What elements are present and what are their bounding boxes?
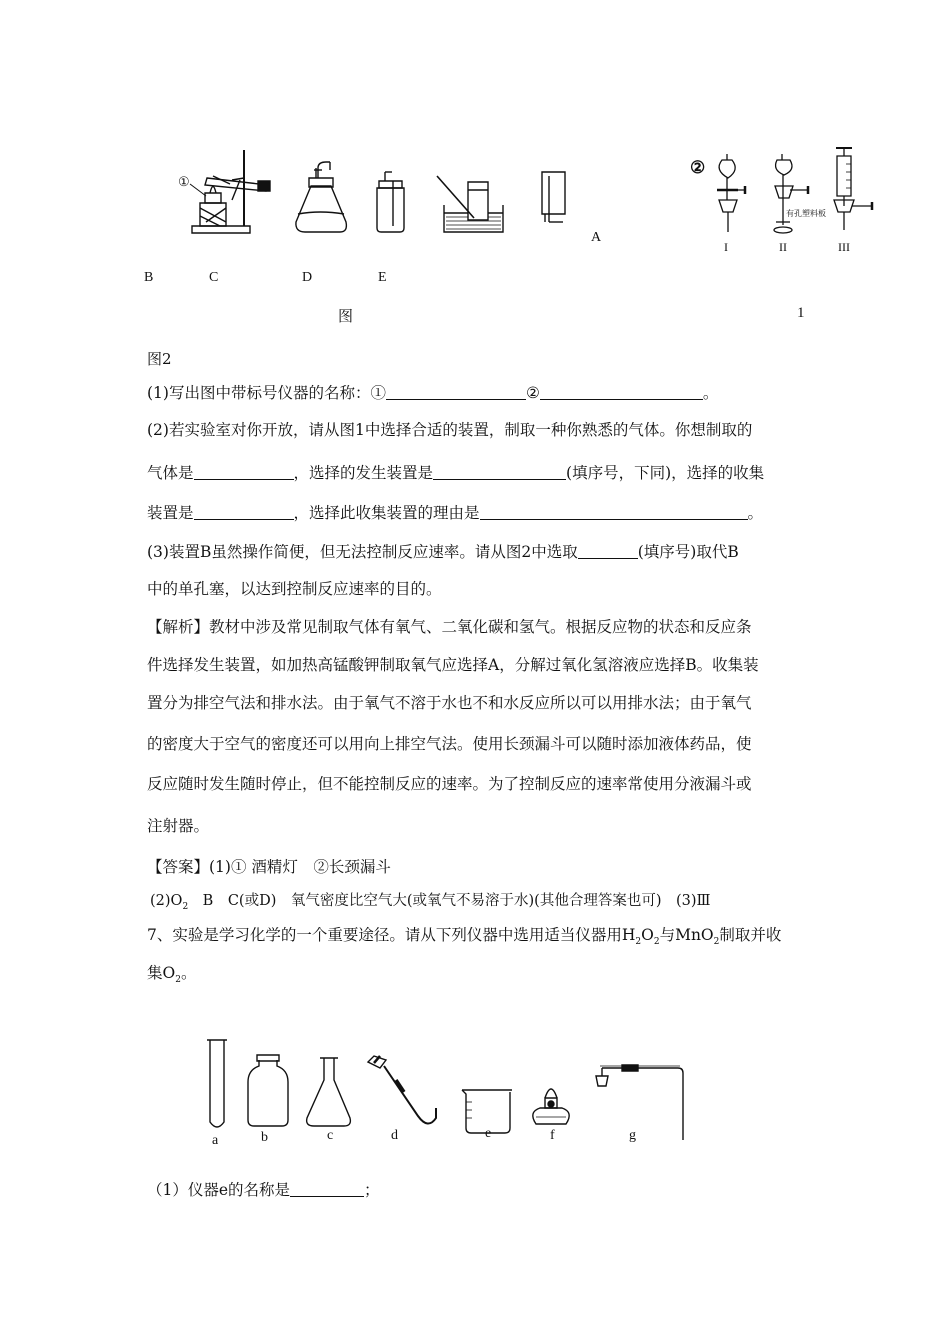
analysis-line-4: 的密度大于空气的密度还可以用向上排空气法。使用长颈漏斗可以随时添加液体药品，使 xyxy=(147,735,752,753)
label-a: A xyxy=(591,230,602,245)
q7-sub1-end: ； xyxy=(364,1181,380,1199)
q7-line-2 xyxy=(147,963,827,990)
instrument-label-a: a xyxy=(212,1133,219,1148)
q2-text-e: ，选择此收集装置的理由是 xyxy=(293,504,480,522)
flask-c xyxy=(307,1058,351,1126)
q1-blank-2[interactable] xyxy=(540,384,703,400)
test-tube-a xyxy=(210,1040,224,1127)
q7-text-d: 制取并收 xyxy=(719,926,782,944)
marker-2: ② xyxy=(690,158,706,178)
analysis-line-2: 件选择发生装置，如加热高锰酸钾制取氧气应选择A，分解过氧化氢溶液应选择B。收集装 xyxy=(147,656,759,674)
caption-1: 1 xyxy=(797,305,805,321)
question-3-line-1 xyxy=(147,542,827,562)
bent-tube-g xyxy=(596,1065,683,1140)
answer-o2: (2)O xyxy=(150,893,183,909)
instrument-label-b: b xyxy=(261,1130,268,1145)
label-c: C xyxy=(209,270,219,285)
q3-text-b: (填序号)取代B xyxy=(637,543,739,561)
answer-line-2 xyxy=(150,891,830,917)
instrument-label-c: c xyxy=(327,1128,334,1143)
q3-text-a: (3)装置B虽然操作简便，但无法控制反应速率。请从图2中选取 xyxy=(147,543,578,561)
q1-text-a: (1)写出图中带标号仪器的名称：① xyxy=(147,384,386,402)
instrument-label-e: e xyxy=(485,1126,492,1141)
q1-end: 。 xyxy=(702,384,719,402)
q2-blank-reason[interactable] xyxy=(480,504,748,520)
plate-label: 有孔塑料板 xyxy=(786,209,826,218)
instrument-label-f: f xyxy=(550,1128,555,1143)
label-e: E xyxy=(378,270,387,285)
marker-1: ① xyxy=(178,174,190,189)
q2-blank-gas[interactable] xyxy=(194,464,294,480)
analysis-line-6: 注射器。 xyxy=(147,817,210,835)
q7-text-e: 集O xyxy=(147,964,176,982)
label-iii: III xyxy=(838,240,850,254)
q7-sub1-text: （1）仪器e的名称是 xyxy=(147,1181,291,1199)
q7-sub-4: 2 xyxy=(175,975,181,986)
caption-figure-2: 图2 xyxy=(147,350,172,368)
q7-text-f: 。 xyxy=(180,964,197,982)
analysis-line-1: 【解析】教材中涉及常见制取气体有氧气、二氧化碳和氢气。根据反应物的状态和反应条 xyxy=(147,618,752,636)
bottle-b xyxy=(248,1060,288,1126)
analysis-line-3: 置分为排空气法和排水法。由于氧气不溶于水也不和水反应所以可以用排水法；由于氧气 xyxy=(147,694,752,712)
instrument-label-d: d xyxy=(391,1128,398,1143)
q7-line-1 xyxy=(147,925,827,952)
q7-sub-3: 2 xyxy=(713,937,720,948)
answer-line-1: 【答案】(1)① 酒精灯 ②长颈漏斗 xyxy=(147,858,391,876)
label-i: I xyxy=(724,240,728,254)
q2-blank-collector[interactable] xyxy=(194,504,294,520)
tube-d xyxy=(368,1056,436,1124)
q7-sub-1: 2 xyxy=(635,937,642,948)
q2-text-d: 装置是 xyxy=(147,504,194,522)
question-2-line-2 xyxy=(147,463,827,483)
instrument-label-g: g xyxy=(629,1128,636,1143)
question-3-line-2: 中的单孔塞，以达到控制反应速率的目的。 xyxy=(147,580,442,598)
analysis-line-5: 反应随时发生随时停止，但不能控制反应的速率。为了控制反应的速率常使用分液漏斗或 xyxy=(147,775,752,793)
answer-rest: B C(或D) 氧气密度比空气大(或氧气不易溶于水)(其他合理答案也可) (3)Ⅲ xyxy=(188,893,711,909)
q7-sub-2: 2 xyxy=(653,937,660,948)
question-1 xyxy=(147,383,827,403)
q7-sub-question-1 xyxy=(147,1180,827,1200)
q7-sub1-blank[interactable] xyxy=(290,1181,364,1197)
answer-o2-sub: 2 xyxy=(182,901,189,912)
label-ii: II xyxy=(779,240,787,254)
q7-text-c: 与MnO xyxy=(659,926,714,944)
q2-end: 。 xyxy=(747,504,764,522)
label-b: B xyxy=(144,270,154,285)
q2-blank-generator[interactable] xyxy=(433,464,566,480)
question-2-line-3 xyxy=(147,503,827,523)
q2-text-b: ，选择的发生装置是 xyxy=(293,464,434,482)
alcohol-lamp-f xyxy=(533,1089,569,1124)
q2-text-c: (填序号，下同)，选择的收集 xyxy=(566,464,765,482)
label-d: D xyxy=(302,270,313,285)
question-2-line-1: (2)若实验室对你开放，请从图1中选择合适的装置，制取一种你熟悉的气体。你想制取的 xyxy=(147,421,753,439)
q3-blank[interactable] xyxy=(578,543,638,559)
q1-blank-1[interactable] xyxy=(386,384,526,400)
q2-text-a: 气体是 xyxy=(147,464,194,482)
q1-text-b: ② xyxy=(525,384,540,402)
caption-tu: 图 xyxy=(338,307,354,325)
q7-text-b: O xyxy=(641,926,654,944)
q7-text-a: 7、实验是学习化学的一个重要途径。请从下列仪器中选用适当仪器用H xyxy=(147,926,636,944)
